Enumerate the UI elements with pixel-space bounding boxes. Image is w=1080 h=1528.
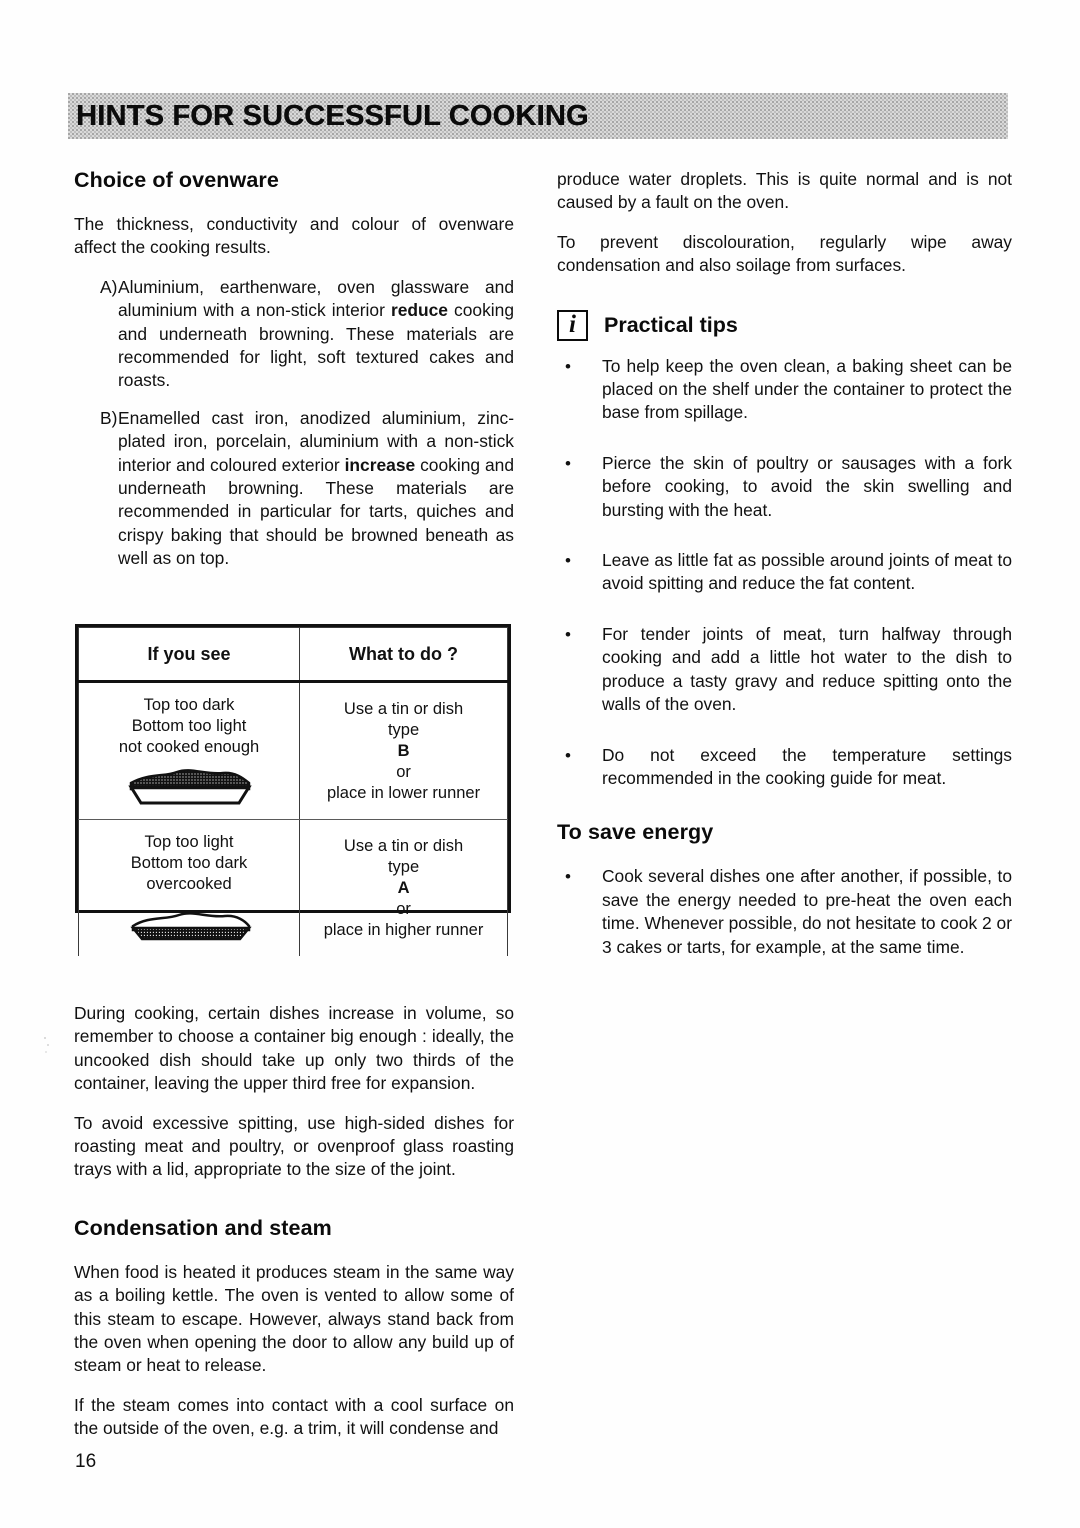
- info-i-icon: [557, 310, 588, 341]
- list-marker-a: A): [100, 276, 118, 297]
- list-item-a: [74, 276, 514, 393]
- list-text-a-bold: reduce: [390, 300, 448, 321]
- list-text-a-post: cooking and underneath browning. These materials are recommended for light, soft textured cakes and roasts.: [118, 300, 514, 391]
- list-text-b-pre: Enamelled cast iron, anodized aluminium, zinc-plated iron, porcelain, aluminium with a non-stick interior and coloured exterior: [118, 407, 514, 475]
- action-1-type-label: type: [387, 720, 420, 739]
- paragraph-spitting: To avoid excessive spitting, use high-sided dishes for roasting meat and poultry, or ovenproof glass roasting trays with a lid, appropriate to the size of the joint.: [74, 1112, 514, 1180]
- table-header-what-to-do: What to do ?: [300, 628, 508, 682]
- bullet-icon: •: [565, 624, 571, 644]
- list-item-b: [74, 407, 514, 571]
- list-text-b-bold: increase: [344, 454, 416, 475]
- list-text-b: [118, 407, 514, 571]
- action-1-type-letter: B: [397, 741, 410, 760]
- action-1-line-1: Use a tin or dish: [343, 699, 464, 718]
- list-item: [557, 452, 1012, 522]
- table-row: [79, 820, 508, 957]
- paragraph-droplets: produce water droplets. This is quite normal and is not caused by a fault on the oven.: [557, 169, 1012, 213]
- symptom-1-line-3: not cooked enough: [118, 738, 260, 756]
- action-2-type-letter: A: [397, 878, 410, 897]
- list-item: [557, 355, 1012, 425]
- symptom-2-line-2: Bottom too dark: [130, 854, 248, 872]
- table-cell-action-2: [300, 820, 508, 957]
- save-energy-list: [557, 865, 1012, 959]
- page-number: 16: [75, 1451, 97, 1472]
- list-text-a: [118, 276, 514, 393]
- action-1-line-2: [306, 720, 501, 783]
- list-text-b-post: cooking and underneath browning. These materials are recommended in particular for tarts, quiches and crispy baking that should be browned beneath as well as on top.: [118, 454, 515, 569]
- tip-text: To help keep the oven clean, a baking sheet can be placed on the shelf under the container to protect the base from spillage.: [602, 355, 1012, 423]
- list-item: [557, 549, 1012, 596]
- heading-condensation-and-steam: Condensation and steam: [74, 1215, 332, 1240]
- energy-tip-text: Cook several dishes one after another, if possible, to save the energy needed to pre-heat the oven each time. Whenever possible, do not hesitate to cook 2 or 3 cakes or tarts, for example, at the same time.: [602, 866, 1012, 957]
- dish-dark-bottom-icon: [119, 904, 259, 944]
- bullet-icon: •: [565, 551, 571, 571]
- list-item: [557, 623, 1012, 717]
- action-1-line-3: place in lower runner: [326, 783, 481, 802]
- table-cell-symptom-2: [79, 820, 300, 957]
- heading-choice-of-ovenware: Choice of ovenware: [74, 168, 279, 192]
- left-column-lower: [74, 1002, 514, 1441]
- table-cell-action-1: [300, 682, 508, 820]
- scan-artifact: [44, 1036, 52, 1058]
- action-2-type-label: type: [387, 857, 420, 876]
- troubleshooting-table: [75, 624, 511, 939]
- bullet-icon: •: [565, 745, 571, 765]
- symptom-1-line-2: Bottom too light: [131, 717, 247, 735]
- paragraph-discolouration: To prevent discolouration, regularly wipe away condensation and also soilage from surfaces.: [557, 231, 1012, 276]
- paragraph-steam-2: If the steam comes into contact with a cool surface on the outside of the oven, e.g. a trim, it will condense and: [74, 1394, 514, 1439]
- heading-to-save-energy: To save energy: [557, 820, 714, 845]
- heading-practical-tips-group: [557, 310, 1012, 341]
- bullet-icon: •: [565, 453, 571, 473]
- list-text-a-pre: Aluminium, earthenware, oven glassware and aluminium with a non-stick interior: [118, 276, 514, 321]
- heading-practical-tips: Practical tips: [604, 312, 738, 337]
- table-header-if-you-see: If you see: [79, 628, 300, 682]
- bullet-icon: •: [565, 356, 571, 376]
- list-item: [557, 865, 1012, 959]
- action-2-line-1: Use a tin or dish: [343, 836, 464, 855]
- action-2-line-2: [306, 857, 501, 920]
- section-header-band: [68, 93, 1008, 139]
- paragraph-steam-1: When food is heated it produces steam in the same way as a boiling kettle. The oven is vented to allow some of this steam to escape. However, always stand back from the oven when opening the door to allow any build up of steam or heat to release.: [74, 1261, 514, 1376]
- table-row: [79, 682, 508, 820]
- paragraph-ovenware-intro: The thickness, conductivity and colour of ovenware affect the cooking results.: [74, 214, 514, 258]
- tip-text: Do not exceed the temperature settings recommended in the cooking guide for meat.: [602, 744, 1012, 788]
- info-i-glyph: i: [569, 310, 576, 338]
- left-column: [74, 168, 514, 585]
- bullet-icon: •: [565, 867, 571, 887]
- tip-text: For tender joints of meat, turn halfway through cooking and add a little hot water to the dish to produce a tasty gravy and reduce spitting onto the walls of the oven.: [602, 623, 1012, 715]
- table-cell-symptom-1: [79, 682, 300, 820]
- symptom-1-line-1: Top too dark: [143, 696, 235, 714]
- paragraph-volume: During cooking, certain dishes increase in volume, so remember to choose a container big enough : ideally, the uncooked dish should take up only two thirds of the container, leaving the upper third free for expansion.: [74, 1003, 514, 1094]
- action-2-type-suffix: or: [396, 899, 411, 918]
- symptom-2-line-3: overcooked: [146, 875, 232, 893]
- symptom-2-line-1: Top too light: [144, 833, 234, 851]
- action-2-line-3: place in higher runner: [323, 920, 484, 939]
- dish-dark-top-icon: [119, 767, 259, 807]
- tip-text: Pierce the skin of poultry or sausages with a fork before cooking, to avoid the skin swelling and bursting with the heat.: [602, 452, 1012, 520]
- list-marker-b: B): [100, 407, 118, 428]
- table-header-row: [79, 628, 508, 682]
- practical-tips-list: [557, 355, 1012, 791]
- list-item: [557, 744, 1012, 791]
- tip-text: Leave as little fat as possible around joints of meat to avoid spitting and reduce the fat content.: [602, 550, 1012, 594]
- right-column: [557, 168, 1012, 959]
- action-1-type-suffix: or: [396, 762, 411, 781]
- page-title: HINTS FOR SUCCESSFUL COOKING: [76, 99, 589, 132]
